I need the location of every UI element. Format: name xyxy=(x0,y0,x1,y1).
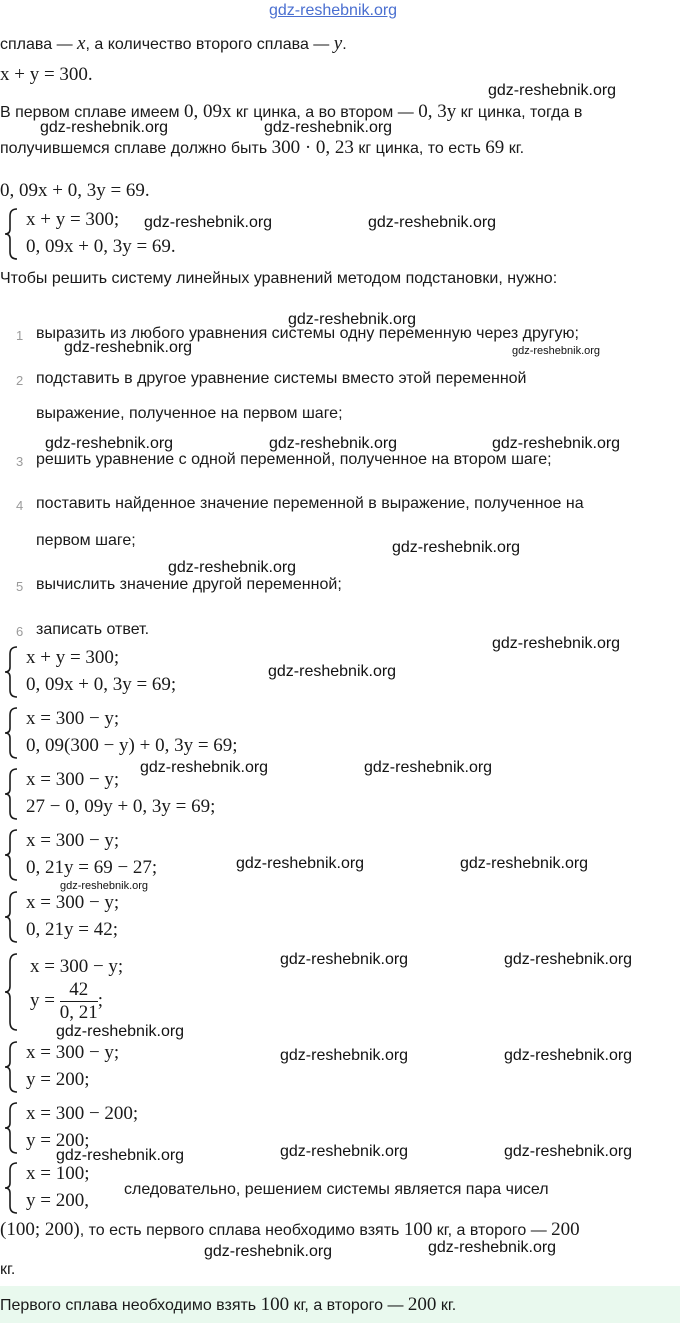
watermark: gdz-reshebnik.org xyxy=(492,635,621,652)
step-text: вычислить значение другой переменной; xyxy=(36,576,342,593)
fraction xyxy=(60,979,98,1024)
fraction-denominator: 0, 21 xyxy=(59,1002,98,1023)
system-line: 27 − 0, 09y + 0, 3y = 69; xyxy=(26,796,216,817)
system-line: x = 300 − y; xyxy=(26,1042,120,1063)
answer-part: кг. xyxy=(436,1297,457,1314)
system-line: y = 200; xyxy=(26,1069,90,1090)
intro-text: В первом сплаве имеем xyxy=(0,104,184,121)
watermark: gdz-reshebnik.org xyxy=(280,1047,409,1064)
equation-zinc: 0, 09x + 0, 3y = 69. xyxy=(0,180,150,201)
math-expr: 100 xyxy=(403,1219,433,1240)
step-text: поставить найденное значение переменной в выражение, полученное на xyxy=(36,495,584,512)
math-expr: 0, 3y xyxy=(418,101,457,122)
system-line: x = 300 − y; xyxy=(30,956,124,977)
intro-line-4 xyxy=(0,137,524,159)
fraction-lhs: y = xyxy=(30,989,60,1011)
watermark: gdz-reshebnik.org xyxy=(56,1023,185,1040)
watermark: gdz-reshebnik.org xyxy=(140,759,269,776)
brace-icon xyxy=(2,953,20,1031)
math-expr: 0, 09x xyxy=(183,101,232,122)
answer-part: кг, а второго — xyxy=(289,1297,408,1314)
system-line: x = 300 − y; xyxy=(26,708,120,729)
watermark: gdz-reshebnik.org xyxy=(144,214,273,231)
watermark: gdz-reshebnik.org xyxy=(460,855,589,872)
watermark: gdz-reshebnik.org xyxy=(504,1143,633,1160)
watermark: gdz-reshebnik.org xyxy=(236,855,365,872)
watermark: gdz-reshebnik.org xyxy=(64,339,193,356)
conclusion-line xyxy=(0,1219,580,1241)
intro-line-1 xyxy=(0,33,347,55)
math-expr: 69 xyxy=(485,137,505,158)
math-var-y: y xyxy=(333,33,343,54)
system-line: 0, 21y = 42; xyxy=(26,919,118,940)
intro-text: , а количество второго сплава — xyxy=(85,36,334,53)
intro-text: кг. xyxy=(504,140,525,157)
step-number: 1 xyxy=(16,328,24,343)
watermark: gdz-reshebnik.org xyxy=(504,1047,633,1064)
system-line: x = 300 − y; xyxy=(26,892,120,913)
intro-text: сплава — xyxy=(0,36,78,53)
conclusion-text: кг, а второго — xyxy=(432,1222,552,1239)
step-text: выразить из любого уравнения системы одну переменную через другую; xyxy=(36,325,579,342)
brace-icon xyxy=(2,1102,20,1154)
system-line: x = 100; xyxy=(26,1163,90,1184)
watermark: gdz-reshebnik.org xyxy=(264,119,393,136)
step-text: записать ответ. xyxy=(36,621,150,638)
intro-text: кг цинка, то есть xyxy=(353,140,486,157)
conclusion-text: , то есть первого сплава необходимо взять xyxy=(79,1222,404,1239)
method-intro: Чтобы решить систему линейных уравнений методом подстановки, нужно: xyxy=(0,270,558,287)
system-line: y = 200, xyxy=(26,1190,89,1211)
step-number: 4 xyxy=(16,498,24,513)
fraction-tail: ; xyxy=(97,989,103,1011)
brace-icon xyxy=(2,208,20,260)
watermark: gdz-reshebnik.org xyxy=(268,663,397,680)
watermark: gdz-reshebnik.org xyxy=(269,435,398,452)
system-line-fraction xyxy=(30,979,103,1024)
watermark: gdz-reshebnik.org xyxy=(492,435,621,452)
system-line: 0, 09x + 0, 3y = 69. xyxy=(26,236,176,257)
math-expr: 200 xyxy=(407,1294,437,1315)
fraction-numerator: 42 xyxy=(60,979,98,1002)
watermark: gdz-reshebnik.org xyxy=(364,759,493,776)
step-text: выражение, полученное на первом шаге; xyxy=(36,405,343,422)
system-line: 0, 09(300 − y) + 0, 3y = 69; xyxy=(26,735,238,756)
math-pair: (100; 200) xyxy=(0,1219,80,1240)
step-number: 6 xyxy=(16,624,24,639)
brace-icon xyxy=(2,1041,20,1093)
system-line: x + y = 300; xyxy=(26,209,120,230)
intro-text: получившемся сплаве должно быть xyxy=(0,140,272,157)
brace-icon xyxy=(2,829,20,881)
watermark: gdz-reshebnik.org xyxy=(280,951,409,968)
watermark: gdz-reshebnik.org xyxy=(288,311,417,328)
math-expr: 300 · 0, 23 xyxy=(271,137,354,158)
system-line: x = 300 − y; xyxy=(26,830,120,851)
answer-box xyxy=(0,1286,680,1323)
watermark-top[interactable]: gdz-reshebnik.org xyxy=(269,2,398,19)
watermark: gdz-reshebnik.org xyxy=(168,559,297,576)
watermark: gdz-reshebnik.org xyxy=(40,119,169,136)
step-text: первом шаге; xyxy=(36,532,136,549)
brace-icon xyxy=(2,646,20,698)
watermark: gdz-reshebnik.org xyxy=(504,951,633,968)
system-line: y = 200; xyxy=(26,1130,90,1151)
math-var-x: x xyxy=(77,33,86,54)
system-line: x = 300 − 200; xyxy=(26,1103,139,1124)
watermark: gdz-reshebnik.org xyxy=(428,1239,557,1256)
system-line: x + y = 300; xyxy=(26,647,120,668)
step-text: подставить в другое уравнение системы вместо этой переменной xyxy=(36,370,527,387)
watermark: gdz-reshebnik.org xyxy=(368,214,497,231)
step-number: 3 xyxy=(16,454,24,469)
equation-sum: x + y = 300. xyxy=(0,64,93,85)
intro-text: кг цинка, а во втором — xyxy=(231,104,419,121)
watermark: gdz-reshebnik.org xyxy=(280,1143,409,1160)
math-expr: 100 xyxy=(260,1294,290,1315)
math-expr: 200 xyxy=(551,1219,580,1240)
watermark: gdz-reshebnik.org xyxy=(512,345,601,357)
conclusion-end: кг. xyxy=(0,1261,16,1278)
system-line: x = 300 − y; xyxy=(26,769,120,790)
watermark: gdz-reshebnik.org xyxy=(60,880,149,892)
watermark: gdz-reshebnik.org xyxy=(45,435,174,452)
watermark: gdz-reshebnik.org xyxy=(392,539,521,556)
system-line: 0, 09x + 0, 3y = 69; xyxy=(26,674,177,695)
step-number: 5 xyxy=(16,579,24,594)
conclusion-tail: следовательно, решением системы является пара чисел xyxy=(124,1181,549,1198)
brace-icon xyxy=(2,1162,20,1214)
step-text: решить уравнение с одной переменной, полученное на втором шаге; xyxy=(36,451,552,468)
step-number: 2 xyxy=(16,373,24,388)
intro-text: кг цинка, тогда в xyxy=(456,104,583,121)
system-line: 0, 21y = 69 − 27; xyxy=(26,857,158,878)
answer-text xyxy=(0,1294,456,1316)
brace-icon xyxy=(2,707,20,759)
brace-icon xyxy=(2,891,20,943)
watermark: gdz-reshebnik.org xyxy=(488,82,617,99)
watermark: gdz-reshebnik.org xyxy=(204,1243,333,1260)
answer-part: Первого сплава необходимо взять xyxy=(0,1297,261,1314)
watermark: gdz-reshebnik.org xyxy=(56,1147,185,1164)
intro-text: . xyxy=(342,36,347,53)
brace-icon xyxy=(2,768,20,820)
